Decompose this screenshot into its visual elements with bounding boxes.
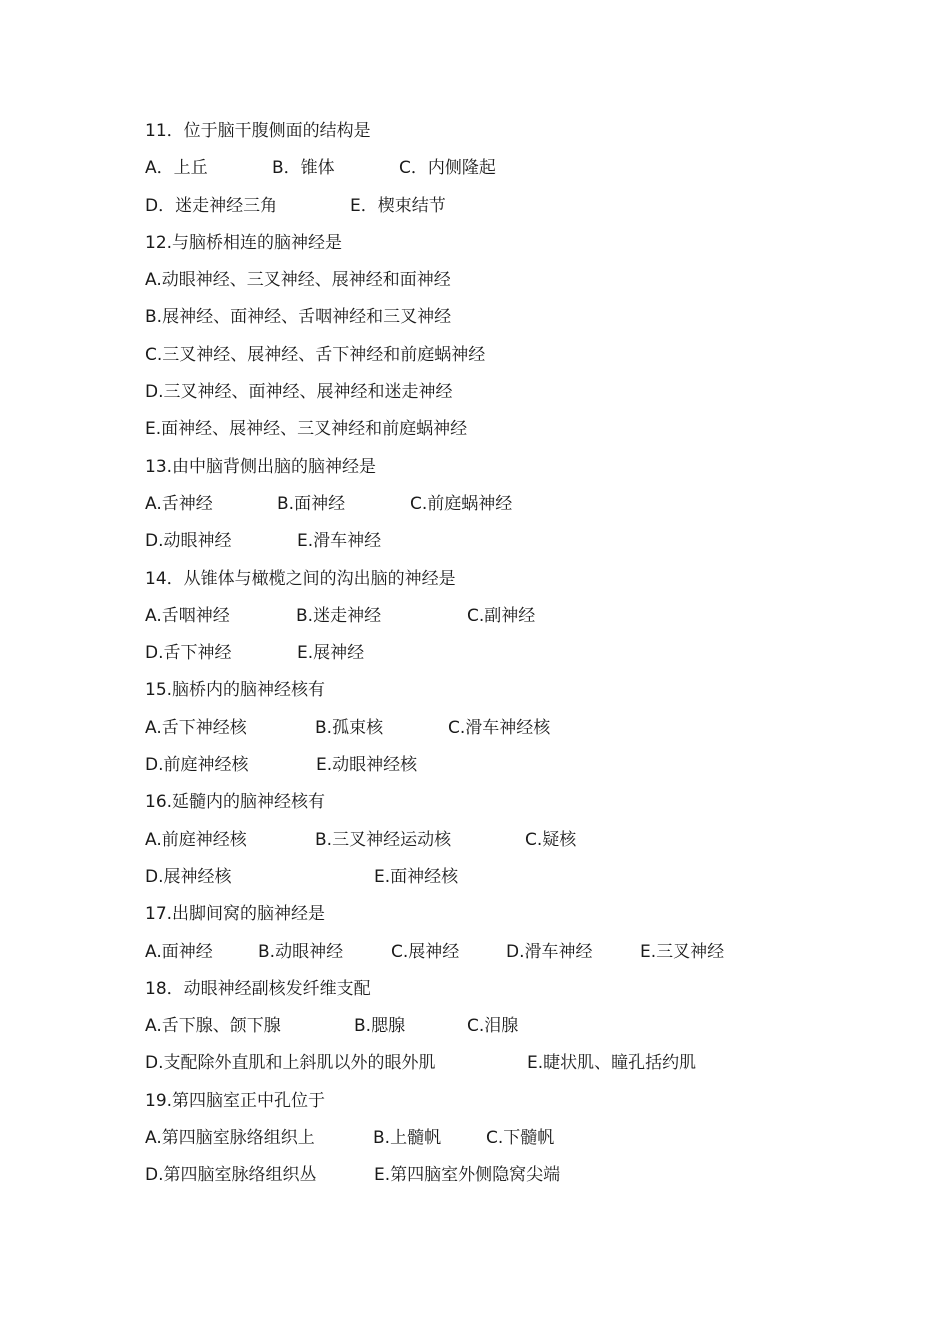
option-c: C.三叉神经、展神经、舌下神经和前庭蜗神经 <box>145 344 486 365</box>
option-d: D.滑车神经 <box>506 941 593 962</box>
option-row <box>145 934 905 971</box>
option-c: C.滑车神经核 <box>448 717 551 738</box>
question-stem: 13.由中脑背侧出脑的脑神经是 <box>145 456 377 477</box>
option-d: D.支配除外直肌和上斜肌以外的眼外肌 <box>145 1053 436 1074</box>
question-stem: 12.与脑桥相连的脑神经是 <box>145 232 343 253</box>
option-row <box>145 1157 905 1194</box>
option-e: E.动眼神经核 <box>316 755 418 776</box>
option-d: D.舌下神经 <box>145 643 232 664</box>
option-row <box>145 150 905 187</box>
option-a: A.舌咽神经 <box>145 605 230 626</box>
option-b: B.面神经 <box>277 493 346 514</box>
option-c: C.展神经 <box>391 941 460 962</box>
option-row <box>145 822 905 859</box>
option-a: A.舌下神经核 <box>145 717 247 738</box>
option-a: A.舌下腺、颌下腺 <box>145 1016 281 1037</box>
option-c: C.下髓帆 <box>486 1128 555 1149</box>
option-row <box>145 523 905 560</box>
question-stem: 14．从锥体与橄榄之间的沟出脑的神经是 <box>145 568 456 589</box>
option-c: C.泪腺 <box>467 1016 519 1037</box>
question-stem: 19.第四脑室正中孔位于 <box>145 1090 326 1111</box>
option-c: C.疑核 <box>525 829 577 850</box>
option-b: B．锥体 <box>272 158 335 179</box>
option-row <box>145 598 905 635</box>
question-stem: 18．动眼神经副核发纤维支配 <box>145 978 371 999</box>
question-stem: 11．位于脑干腹侧面的结构是 <box>145 121 371 141</box>
option-e: E.滑车神经 <box>297 531 382 552</box>
option-c: C.副神经 <box>467 605 536 626</box>
option-row <box>145 635 905 672</box>
option-d: D.动眼神经 <box>145 531 232 552</box>
option-b: B.上髓帆 <box>373 1128 442 1149</box>
option-row <box>145 747 905 784</box>
option-c: C．内侧隆起 <box>399 158 496 179</box>
option-e: E.第四脑室外侧隐窝尖端 <box>374 1165 561 1186</box>
option-row <box>145 1045 905 1082</box>
option-row <box>145 1120 905 1157</box>
option-b: B.孤束核 <box>315 717 384 738</box>
question-list <box>145 113 905 1195</box>
option-row <box>145 188 905 225</box>
option-c: C.前庭蜗神经 <box>410 493 513 514</box>
option-d: D.第四脑室脉络组织丛 <box>145 1165 317 1186</box>
option-a: A．上丘 <box>145 158 208 179</box>
option-e: E.睫状肌、瞳孔括约肌 <box>527 1053 697 1074</box>
option-e: E.面神经核 <box>374 866 459 887</box>
option-b: B.三叉神经运动核 <box>315 829 452 850</box>
option-d: D．迷走神经三角 <box>145 195 278 216</box>
option-b: B.动眼神经 <box>258 941 344 962</box>
option-a: A.前庭神经核 <box>145 829 247 850</box>
option-row <box>145 710 905 747</box>
option-d: D.展神经核 <box>145 866 232 887</box>
option-e: E.展神经 <box>297 643 365 664</box>
option-b: B.展神经、面神经、舌咽神经和三叉神经 <box>145 307 452 328</box>
option-b: B.腮腺 <box>354 1016 406 1037</box>
option-b: B.迷走神经 <box>296 605 382 626</box>
option-a: A.面神经 <box>145 941 213 962</box>
option-row <box>145 1008 905 1045</box>
question-stem: 16.延髓内的脑神经核有 <box>145 792 326 813</box>
option-row <box>145 859 905 896</box>
option-d: D.前庭神经核 <box>145 755 249 776</box>
option-e: E.面神经、展神经、三叉神经和前庭蜗神经 <box>145 419 468 440</box>
option-a: A.舌神经 <box>145 493 213 514</box>
option-e: E．楔束结节 <box>350 195 446 216</box>
option-row <box>145 486 905 523</box>
question-stem: 15.脑桥内的脑神经核有 <box>145 680 326 701</box>
option-a: A.动眼神经、三叉神经、展神经和面神经 <box>145 270 451 291</box>
option-a: A.第四脑室脉络组织上 <box>145 1128 315 1149</box>
option-e: E.三叉神经 <box>640 941 725 962</box>
option-d: D.三叉神经、面神经、展神经和迷走神经 <box>145 382 453 403</box>
question-stem: 17.出脚间窝的脑神经是 <box>145 904 326 925</box>
